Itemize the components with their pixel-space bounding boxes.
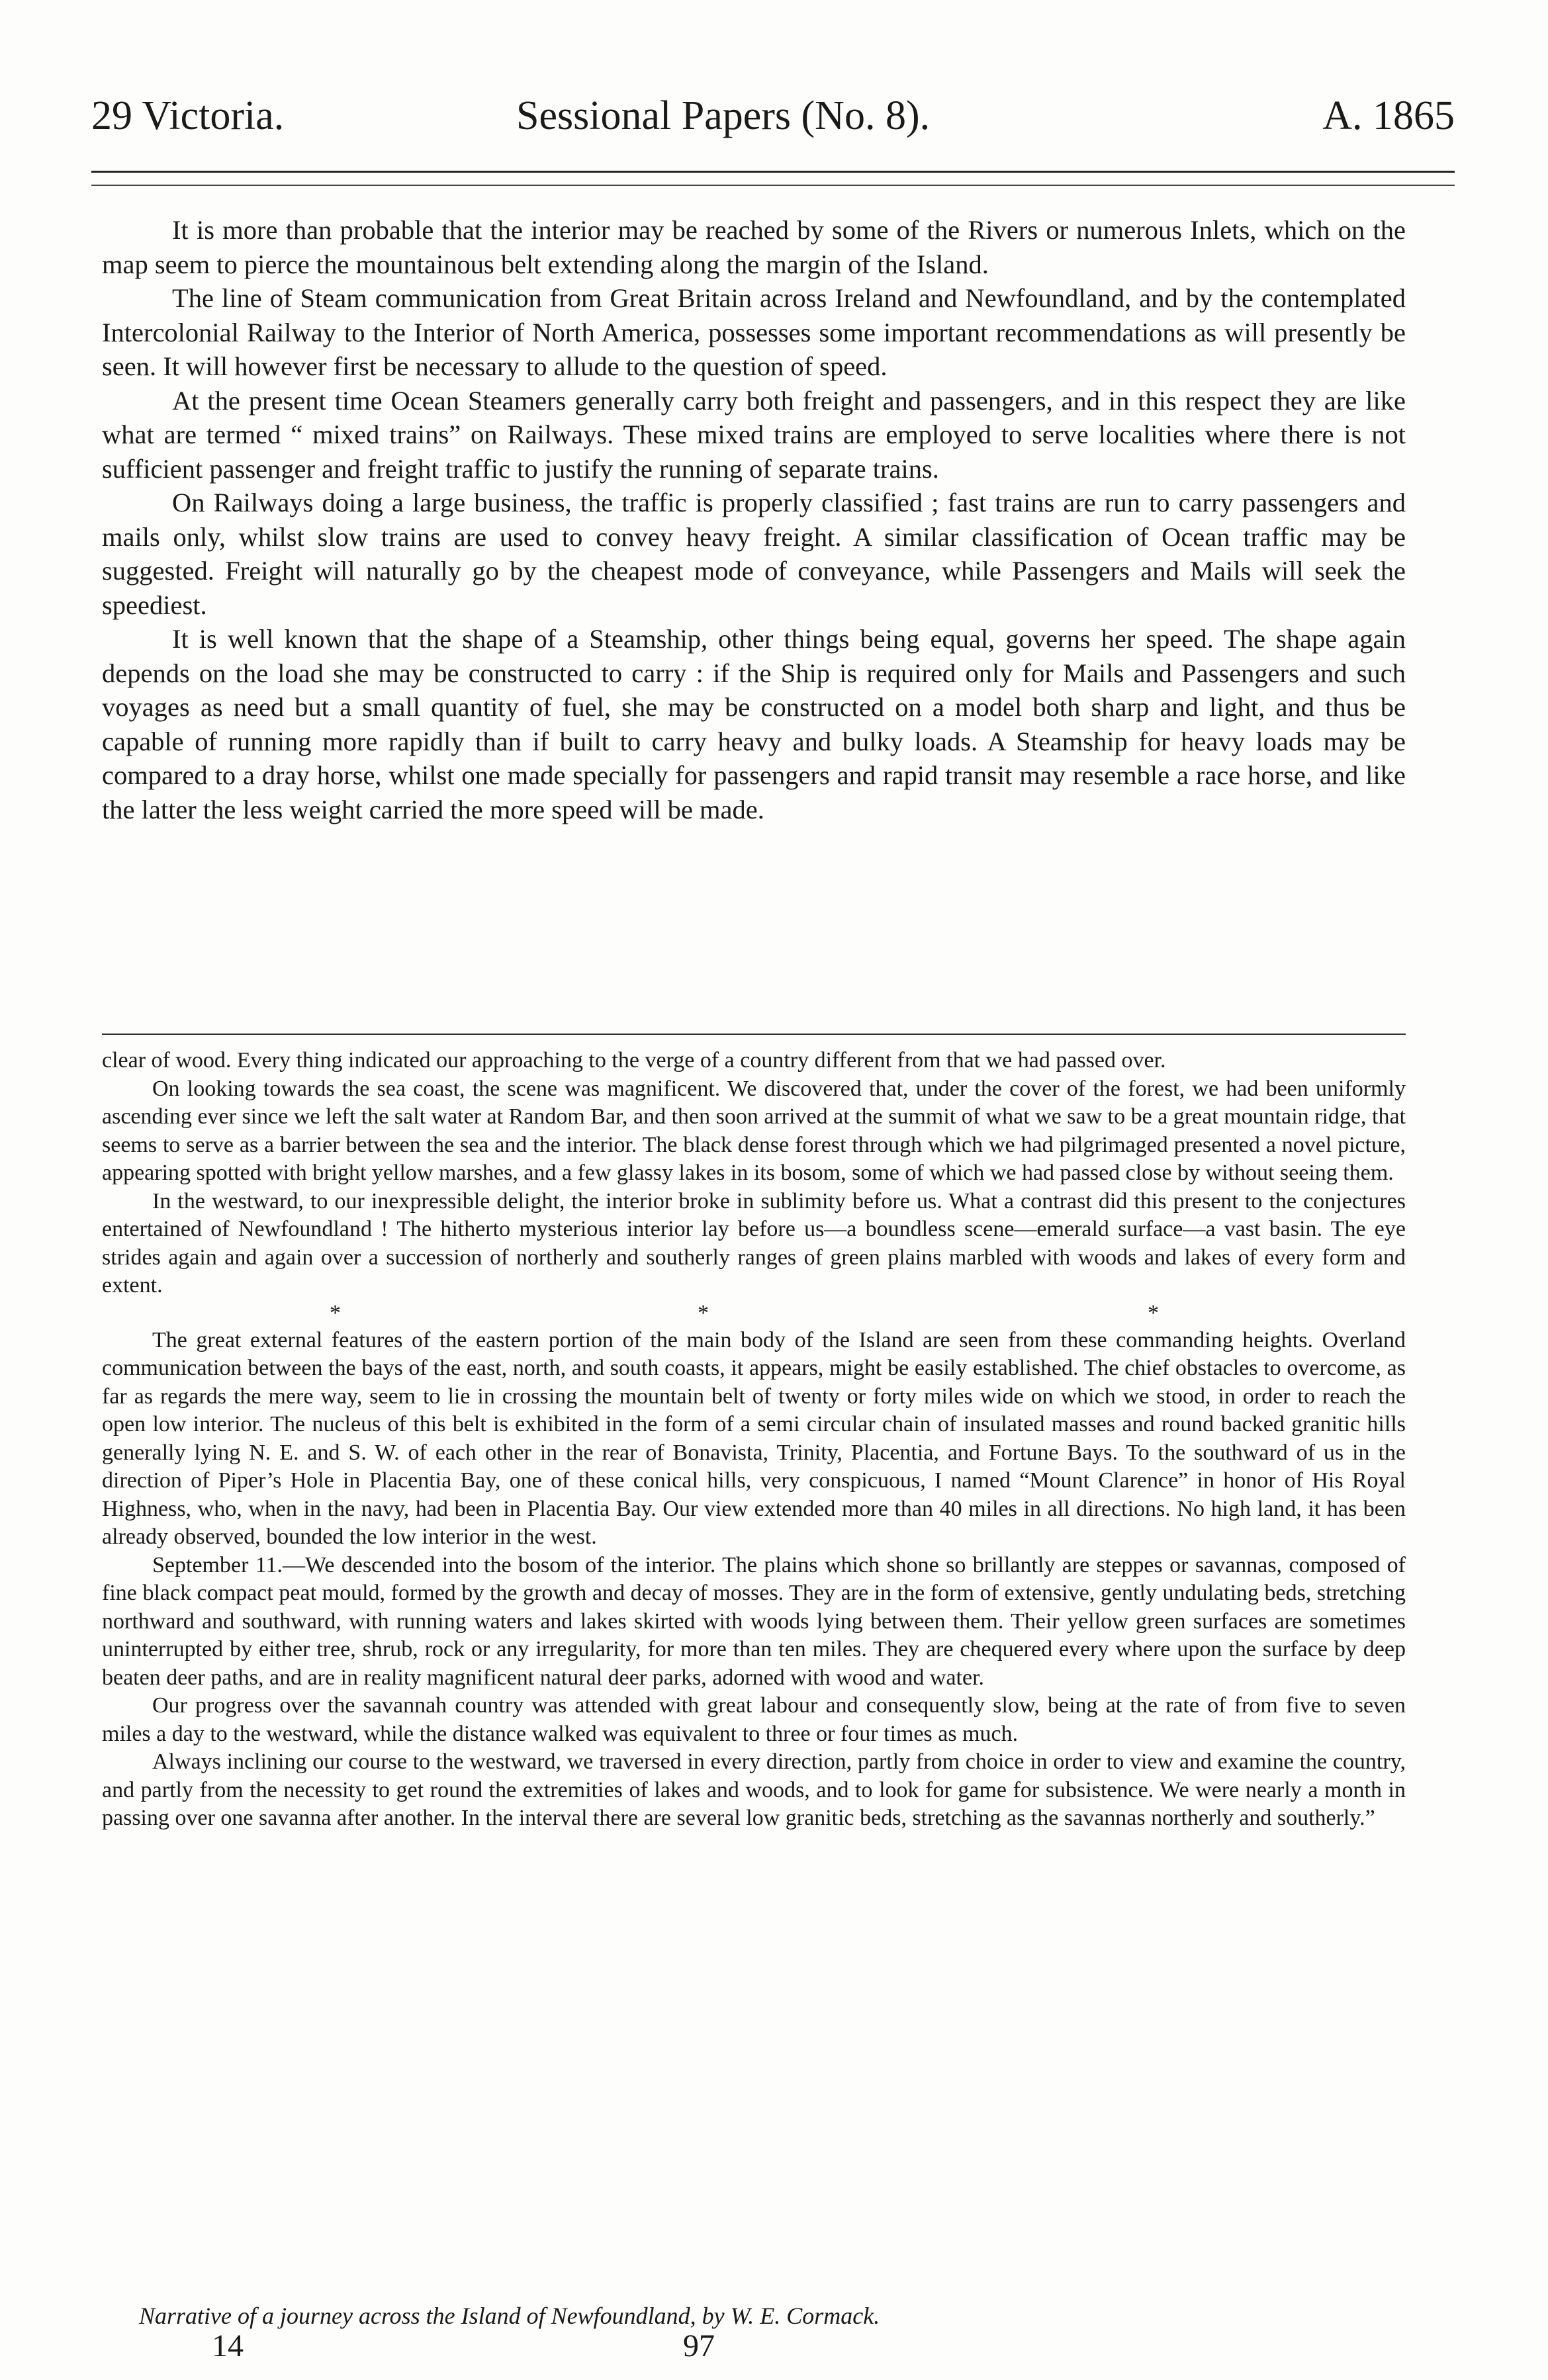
star-mark: * [698,1300,709,1325]
page-number: 97 [683,2328,715,2363]
body-paragraph: It is well known that the shape of a Steamship, other things being equal, governs her speed. The shape again depends on the load she may be constructed to carry : if the Ship is required only for Mails and Passengers and such voyages as need but a small quantity of fuel, she may be constructed on a model both sharp and light, and thus be capable of running more rapidly than if built to carry heavy and bulky loads. A Steamship for heavy loads may be compared to a dray horse, whilst one made specially for passengers and rapid transit may resemble a race horse, and like the latter the less weight carried the more speed will be made. [102,624,1406,824]
page-footer [212,2326,807,2366]
note-paragraph: In the westward, to our inexpressible delight, the interior broke in sublimity before us. What a contrast did this present to the conjectures entertained of Newfoundland ! The hitherto mysterious interior lay before us—a boundless scene—emerald surface—a vast basin. The eye strides again and again over a succession of northerly and southerly ranges of green plains marbled with woods and lakes of every form and extent. [102,1188,1406,1298]
note-paragraph: Our progress over the savannah country was attended with great labour and consequently slow, being at the rate of from five to seven miles a day to the westward, while the distance walked was equivalent to three or four times as much. [102,1693,1406,1746]
note-paragraph: September 11.—We descended into the bosom of the interior. The plains which shone so brillantly are steppes or savannas, composed of fine black compact peat mould, formed by the growth and decay of mosses. They are in the form of extensive, gently undulating beds, stretching northward and southward, with running waters and lakes skirted with woods lying between them. Their yellow green surfaces are sometimes uninterrupted by either tree, shrub, rock or any irregularity, for more than ten miles. They are chequered every where upon the surface by deep beaten deer paths, and are in reality magnificent natural deer parks, adorned with wood and water. [102,1552,1406,1690]
body-paragraph: It is more than probable that the interior may be reached by some of the Rivers or numerous Inlets, which on the map seem to pierce the mountainous belt extending along the margin of the Island. [102,215,1406,279]
note-paragraph: Always inclining our course to the westward, we traversed in every direction, partly from choice in order to view and examine the country, and partly from the necessity to get round the extremities of lakes and woods, and to look for game for subsistence. We were nearly a month in passing over one savanna after another. In the interval there are several low granitic beds, stretching as the savannas northerly and southerly.” [102,1749,1406,1830]
star-mark: * [330,1300,341,1325]
header-year: A. 1865 [1322,93,1455,138]
star-mark: * [1148,1300,1159,1325]
note-separator-rule [102,1034,1406,1035]
header-session: 29 Victoria. [91,93,285,138]
note-paragraph: On looking towards the sea coast, the scene was magnificent. We discovered that, under the cover of the forest, we had been uniformly ascending ever since we left the salt water at Random Bar, and then soon arrived at the summit of what we saw to be a great mountain ridge, that seems to serve as a barrier between the sea and the interior. The black dense forest through which we had pilgrimaged presented a novel picture, appearing spotted with bright yellow marshes, and a few glassy lakes in its bosom, some of which we had passed close by without seeing them. [102,1076,1406,1185]
body-paragraph: On Railways doing a large business, the traffic is properly classified ; fast trains are run to carry passengers and mails only, whilst slow trains are used to convey heavy freight. A similar classification of Ocean traffic may be suggested. Freight will naturally go by the cheapest mode of conveyance, while Passengers and Mails will seek the speediest. [102,488,1406,620]
main-body [102,213,1406,826]
note-paragraph: The great external features of the eastern portion of the main body of the Island are seen from these commanding heights. Overland communication between the bays of the east, north, and south coasts, it appears, might be easily established. The chief obstacles to overcome, as far as regards the mere way, seem to lie in crossing the mountain belt of twenty or forty miles wide on which we stood, in order to reach the open low interior. The nucleus of this belt is exhibited in the form of a semi circular chain of insulated masses and round backed granitic hills generally lying N. E. and S. W. of each other in the rear of Bonavista, Trinity, Placentia, and Fortune Bays. To the southward of us in the direction of Piper’s Hole in Placentia Bay, one of these conical hills, very conspicuous, I named “Mount Clarence” in honor of His Royal Highness, who, when in the navy, had been in Placentia Bay. Our view extended more than 40 miles in all directions. No high land, it has been already observed, bounded the low interior in the west. [102,1327,1406,1549]
ellipsis-stars [102,1300,1406,1327]
body-paragraph: At the present time Ocean Steamers generally carry both freight and passengers, and in this respect they are like what are termed “ mixed trains” on Railways. These mixed trains are employed to serve localities where there is not sufficient passenger and freight traffic to justify the running of separate trains. [102,385,1406,484]
header-title: Sessional Papers (No. 8). [516,93,931,138]
body-paragraph: The line of Steam communication from Great Britain across Ireland and Newfoundland, and by the contemplated Intercolonial Railway to the Interior of North America, possesses some important recommendations as will presently be seen. It will however first be necessary to allude to the question of speed. [102,283,1406,381]
running-header [91,89,1455,142]
quoted-narrative [102,1047,1406,1833]
citation-line: Narrative of a journey across the Island of Newfoundland, by W. E. Cormack. [139,2303,880,2329]
footer-signature-number: 14 [212,2328,244,2363]
header-double-rule [91,171,1455,186]
note-paragraph: clear of wood. Every thing indicated our approaching to the verge of a country different from that we had passed over. [102,1048,1166,1073]
